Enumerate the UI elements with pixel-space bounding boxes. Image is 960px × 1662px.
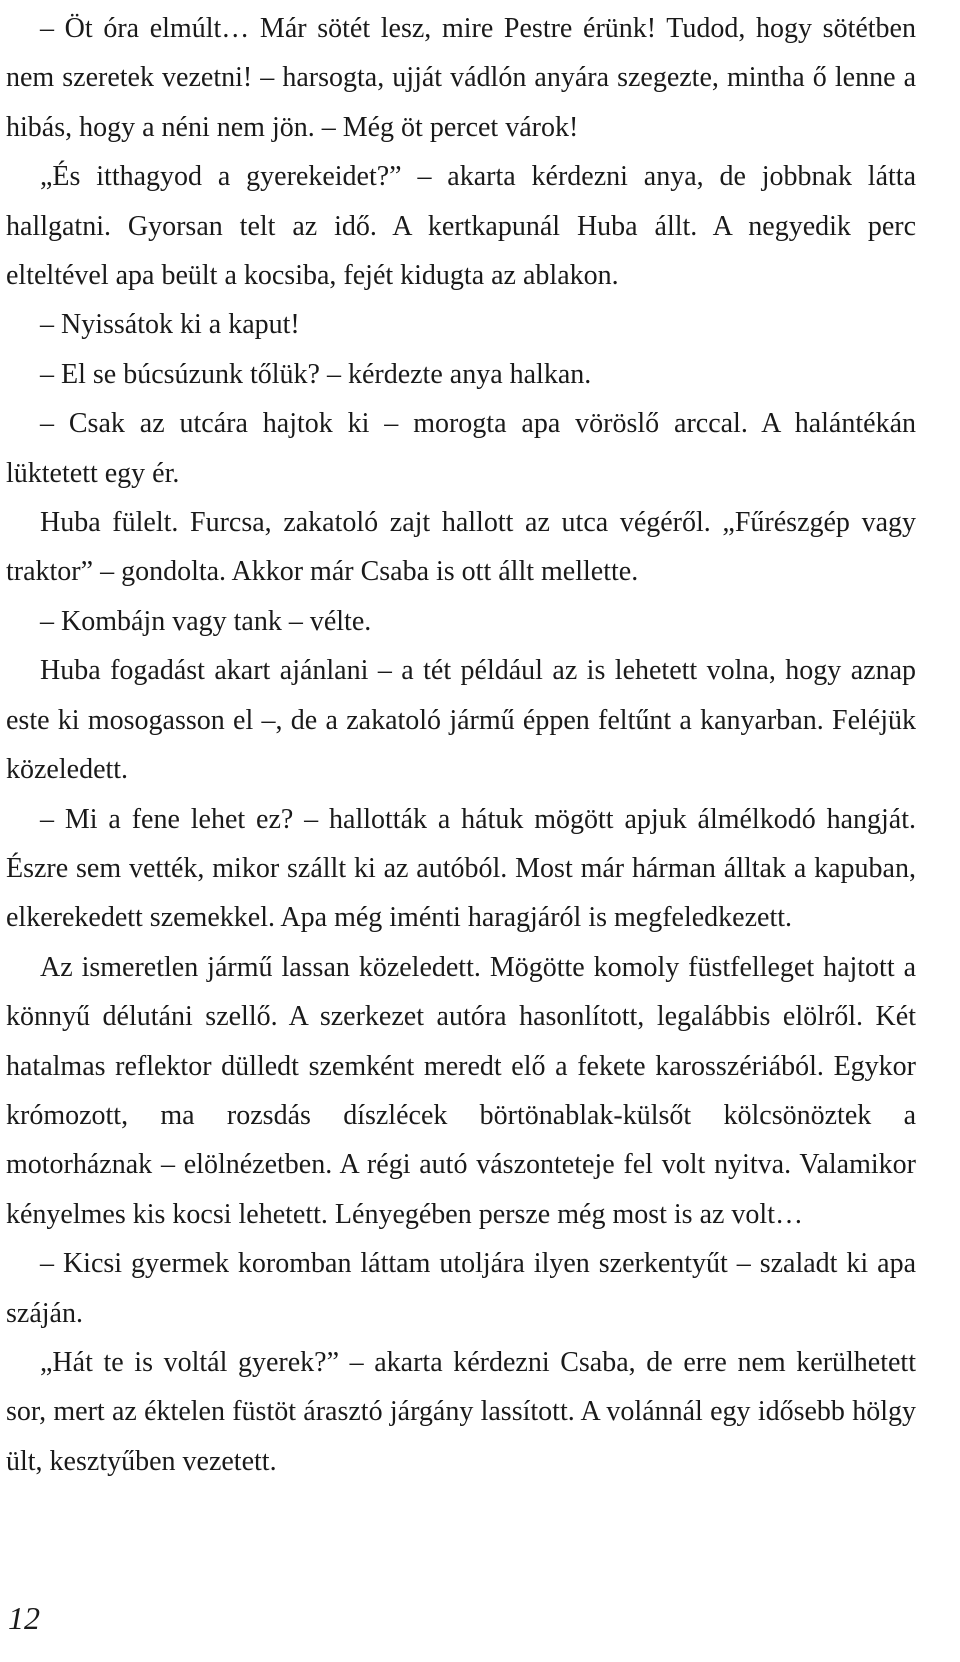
paragraph: – Kombájn vagy tank – vélte. (40, 605, 372, 637)
page-number: 12 (8, 1600, 40, 1636)
paragraph: Huba fülelt. Furcsa, zakatoló zajt hallott az utca végéről. „Fűrészgép vagy traktor” – gondolta. Akkor már Csaba is ott állt mellette. (6, 507, 916, 588)
paragraph: Huba fogadást akart ajánlani – a tét például az is lehetett volna, hogy aznap este ki mosogasson el –, de a zakatoló jármű éppen feltűnt a kanyarban. Feléjük közeledett. (6, 655, 916, 786)
page-body (6, 4, 916, 1486)
paragraph: – Nyissátok ki a kaput! (40, 309, 300, 341)
paragraph: „És itthagyod a gyerekeidet?” – akarta kérdezni anya, de jobbnak látta hallgatni. Gyorsan telt az idő. A kertkapunál Huba állt. A negyedik perc elteltével apa beült a kocsiba, fejét kidugta az ablakon. (6, 161, 916, 292)
paragraph: – Mi a fene lehet ez? – hallották a hátuk mögött apjuk álmélkodó hangját. Észre sem vették, mikor szállt ki az autóból. Most már hárman álltak a kapuban, elkerekedett szemekkel. Apa még iménti haragjáról is megfeledkezett. (6, 803, 916, 934)
paragraph: – Csak az utcára hajtok ki – morogta apa vöröslő arccal. A halántékán lüktetett egy ér. (6, 408, 916, 489)
paragraph: – Kicsi gyermek koromban láttam utoljára ilyen szerkentyűt – szaladt ki apa száján. (6, 1248, 916, 1329)
paragraph: – Öt óra elmúlt… Már sötét lesz, mire Pestre érünk! Tudod, hogy sötétben nem szeretek vezetni! – harsogta, ujját vádlón anyára szegezte, mintha ő lenne a hibás, hogy a néni nem jön. – Még öt percet várok! (6, 13, 916, 143)
paragraph: – El se búcsúzunk tőlük? – kérdezte anya halkan. (40, 358, 592, 390)
paragraph: „Hát te is voltál gyerek?” – akarta kérdezni Csaba, de erre nem kerülhetett sor, mert az éktelen füstöt árasztó járgány lassított. A volánnál egy idősebb hölgy ült, kesztyűben vezetett. (6, 1346, 916, 1477)
paragraph: Az ismeretlen jármű lassan közeledett. Mögötte komoly füstfelleget hajtott a könnyű délutáni szellő. A szerkezet autóra hasonlított, legalábbis elölről. Két hatalmas reflektor dülledt szemként meredt elő a fekete karosszériából. Egykor krómozott, ma rozsdás díszlécek börtönablak-külsőt kölcsönöztek a motorháznak – elölnézetben. A régi autó vászonteteje fel volt nyitva. Valamikor kényelmes kis kocsi lehetett. Lényegében persze még most is az volt… (6, 951, 916, 1230)
